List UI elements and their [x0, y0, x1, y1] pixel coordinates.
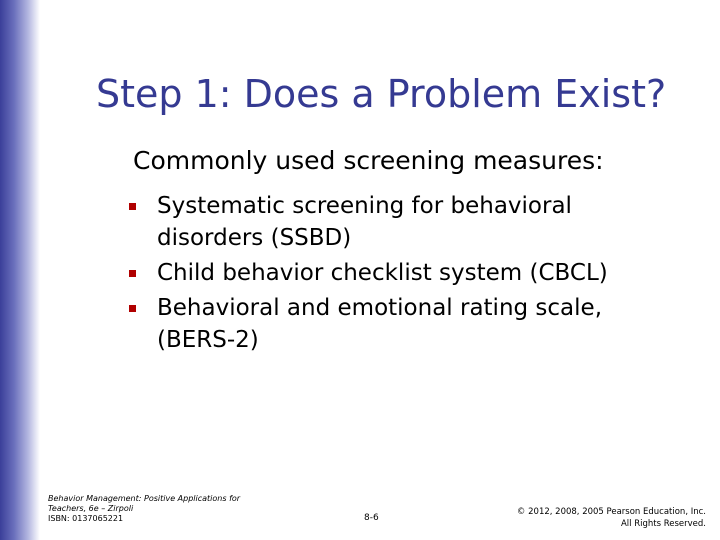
slide-number: 8-6 — [364, 513, 379, 523]
citation-isbn: ISBN: 0137065221 — [48, 514, 124, 523]
bullet-text: Systematic screening for behavioral disorders (SSBD) — [157, 193, 572, 251]
bullet-item-cbcl — [157, 257, 677, 289]
bullet-list — [157, 190, 677, 359]
slide-title: Step 1: Does a Problem Exist? — [96, 72, 667, 116]
square-bullet-icon — [129, 270, 136, 277]
copyright-line: © 2012, 2008, 2005 Pearson Education, Inc. — [516, 507, 706, 517]
bullet-text: Behavioral and emotional rating scale, (BERS-2) — [157, 295, 603, 353]
citation-title: Behavior Management: Positive Applications for Teachers, 6e – Zirpoli — [48, 494, 241, 513]
bullet-text: Child behavior checklist system (CBCL) — [157, 260, 608, 286]
square-bullet-icon — [129, 203, 136, 210]
copyright-notice — [466, 506, 706, 530]
rights-line: All Rights Reserved. — [620, 519, 706, 529]
square-bullet-icon — [129, 305, 136, 312]
bullet-item-ssbd — [157, 190, 677, 254]
bullet-item-bers — [157, 292, 677, 356]
side-gradient-bar — [0, 0, 40, 540]
slide-intro: Commonly used screening measures: — [133, 146, 604, 175]
footer-citation — [48, 494, 253, 524]
